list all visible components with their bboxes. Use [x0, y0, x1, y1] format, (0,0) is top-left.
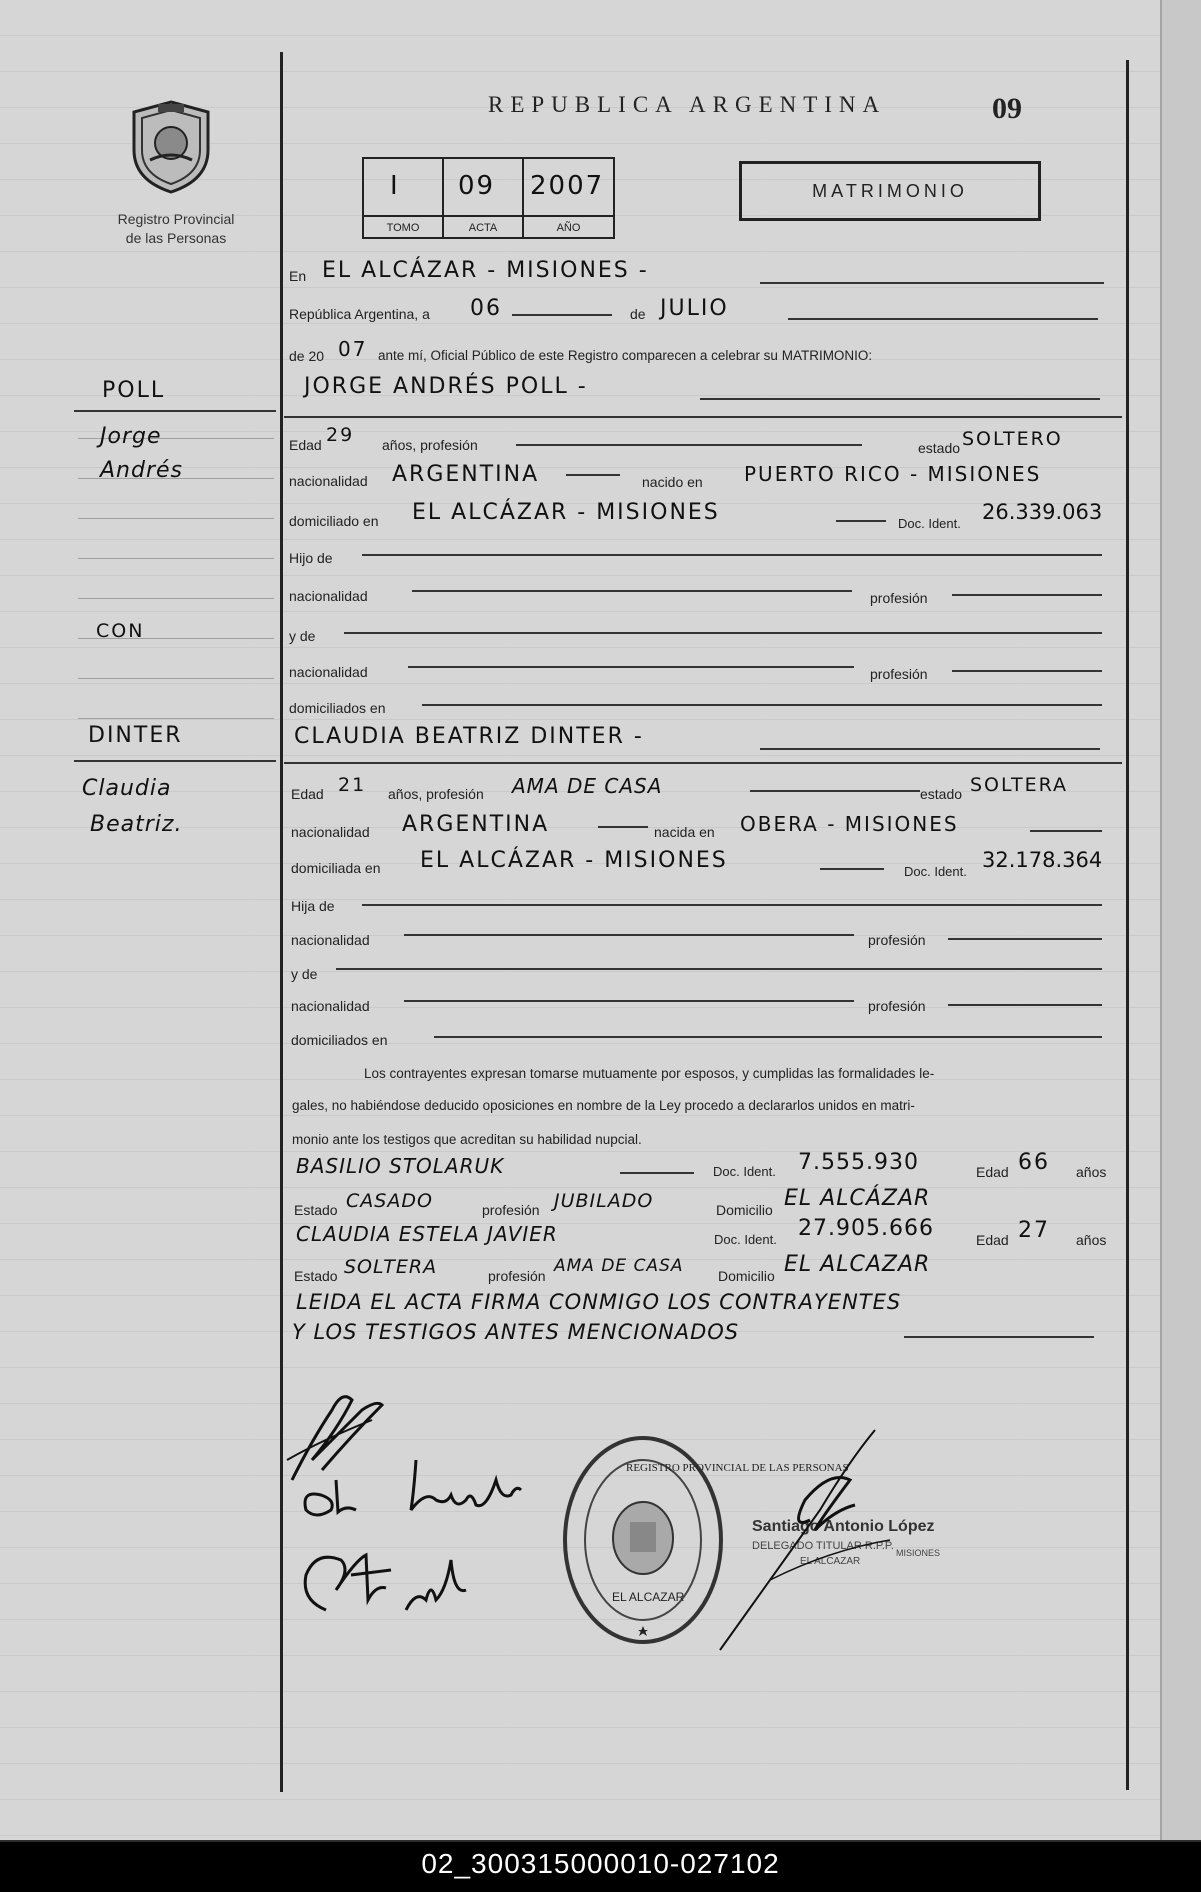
- margin-divider: [74, 410, 276, 412]
- tomo-label: TOMO: [364, 215, 444, 239]
- margin-groom-first2: Andrés: [100, 458, 183, 483]
- signature-witnesses: [296, 1540, 486, 1630]
- fill-line: [1030, 830, 1102, 832]
- groom-nacido-label: nacido en: [642, 474, 703, 490]
- witness1-doc-number: 7.555.930: [798, 1150, 919, 1175]
- margin-rule: [78, 598, 274, 599]
- margin-divider-line: [280, 52, 283, 1792]
- bride-full-name: CLAUDIA BEATRIZ DINTER -: [294, 724, 644, 749]
- witness2-residence: EL ALCAZAR: [784, 1252, 931, 1277]
- witness1-doc-label: Doc. Ident.: [713, 1164, 776, 1179]
- ano-cell: [524, 159, 613, 215]
- groom-doc-label: Doc. Ident.: [898, 516, 961, 531]
- fill-line: [952, 670, 1102, 672]
- fill-line: [362, 904, 1102, 906]
- margin-rule: [78, 678, 274, 679]
- groom-domicilio-label: domiciliado en: [289, 513, 379, 529]
- page-number: 09: [992, 92, 1022, 125]
- year-prefix: de 20: [289, 348, 325, 364]
- seal-place: EL ALCAZAR: [612, 1590, 685, 1604]
- groom-doc-number: 26.339.063: [982, 500, 1103, 524]
- section-divider: [284, 416, 1122, 418]
- fill-line: [404, 934, 854, 936]
- witness1-estado: CASADO: [346, 1190, 433, 1212]
- marriage-year: 07: [338, 337, 368, 361]
- bride-nationality: ARGENTINA: [402, 812, 550, 837]
- bride-nac3-label: nacionalidad: [291, 998, 370, 1014]
- officer-place: EL ALCAZAR: [800, 1556, 861, 1567]
- margin-divider: [74, 760, 276, 762]
- groom-prof2-label: profesión: [870, 666, 928, 682]
- witness2-anos-label: años: [1076, 1232, 1107, 1248]
- bride-prof-label: profesión: [868, 932, 926, 948]
- witness1-residence: EL ALCÁZAR: [784, 1186, 931, 1211]
- groom-estado: SOLTERO: [962, 428, 1063, 450]
- groom-prof-label: profesión: [870, 590, 928, 606]
- bride-hija-label: Hija de: [291, 898, 335, 914]
- bride-profession: AMA DE CASA: [512, 774, 663, 798]
- tomo-value: I: [390, 171, 400, 201]
- bride-domiciliados-label: domiciliados en: [291, 1032, 388, 1048]
- bride-estado-label: estado: [920, 786, 963, 802]
- witness1-profesion-label: profesión: [482, 1202, 540, 1218]
- de-label: de: [630, 306, 646, 322]
- fill-line: [434, 1036, 1102, 1038]
- bride-nacida-label: nacida en: [654, 824, 715, 840]
- signature-officer: [710, 1420, 910, 1660]
- groom-nationality: ARGENTINA: [392, 462, 540, 487]
- margin-rule: [78, 718, 274, 719]
- declaration-line3: monio ante los testigos que acreditan su habilidad nupcial.: [292, 1132, 642, 1147]
- acta-cell: [444, 159, 524, 215]
- fill-line: [836, 520, 886, 522]
- document-type-box: MATRIMONIO: [739, 161, 1041, 221]
- fill-line: [820, 868, 884, 870]
- officer-province: MISIONES: [896, 1548, 941, 1558]
- section-divider: [284, 762, 1122, 764]
- fill-line: [516, 444, 862, 446]
- bride-age: 21: [338, 774, 367, 796]
- fill-line: [412, 590, 852, 592]
- fill-line: [362, 554, 1102, 556]
- fill-line: [422, 704, 1102, 706]
- witness2-name: CLAUDIA ESTELA JAVIER: [296, 1222, 558, 1246]
- declaration-line1: Los contrayentes expresan tomarse mutuamente por esposos, y cumplidas las formalidades le-: [364, 1066, 935, 1081]
- witness1-domicilio-label: Domicilio: [716, 1202, 773, 1218]
- witness2-edad-label: Edad: [976, 1232, 1009, 1248]
- groom-yde-label: y de: [289, 628, 316, 644]
- margin-bride-first2: Beatriz.: [90, 812, 183, 837]
- footer-code: 02_300315000010-027102: [421, 1848, 780, 1879]
- bride-estado: SOLTERA: [970, 774, 1069, 796]
- witness2-age: 27: [1018, 1218, 1050, 1243]
- intro-sentence: ante mí, Oficial Público de este Registro comparecen a celebrar su MATRIMONIO:: [378, 348, 873, 363]
- declaration-line2: gales, no habiéndose deducido oposiciones en nombre de la Ley procedo a declararlos unidos en matri-: [292, 1098, 915, 1113]
- fill-line: [952, 594, 1102, 596]
- bride-yde-label: y de: [291, 966, 318, 982]
- registry-name: [96, 210, 256, 248]
- fill-line: [750, 790, 920, 792]
- groom-nac-label: nacionalidad: [289, 473, 368, 489]
- groom-nac2-label: nacionalidad: [289, 588, 368, 604]
- fill-line: [344, 632, 1102, 634]
- acta-value: 09: [458, 171, 496, 201]
- fill-line: [904, 1336, 1094, 1338]
- witness2-profesion-label: profesión: [488, 1268, 546, 1284]
- fill-line: [404, 1000, 854, 1002]
- bride-doc-label: Doc. Ident.: [904, 864, 967, 879]
- signature-bride: [296, 1450, 556, 1530]
- fill-line: [620, 1172, 694, 1174]
- fill-line: [336, 968, 1102, 970]
- groom-hijo-label: Hijo de: [289, 550, 333, 566]
- page-title: REPUBLICA ARGENTINA: [488, 92, 887, 117]
- registry-emblem-icon: [124, 98, 218, 196]
- witness2-estado-label: Estado: [294, 1268, 338, 1284]
- groom-birthplace: PUERTO RICO - MISIONES: [744, 462, 1042, 486]
- en-label: En: [289, 268, 307, 284]
- margin-con: CON: [96, 620, 145, 642]
- groom-estado-label: estado: [918, 440, 961, 456]
- closing-line1: LEIDA EL ACTA FIRMA CONMIGO LOS CONTRAYENTES: [296, 1290, 902, 1314]
- margin-groom-surname: POLL: [102, 378, 166, 403]
- margin-bride-surname: DINTER: [88, 723, 183, 748]
- groom-domiciliados-label: domiciliados en: [289, 700, 386, 716]
- groom-anos-profesion: años, profesión: [382, 437, 478, 453]
- bride-nac2-label: nacionalidad: [291, 932, 370, 948]
- fill-line: [760, 748, 1100, 750]
- fill-line: [598, 826, 648, 828]
- witness2-domicilio-label: Domicilio: [718, 1268, 775, 1284]
- witness2-doc-label: Doc. Ident.: [714, 1232, 777, 1247]
- witness2-profession: AMA DE CASA: [554, 1256, 684, 1276]
- tomo-cell: [364, 159, 444, 215]
- fill-line: [408, 666, 854, 668]
- groom-age: 29: [326, 424, 355, 446]
- fill-line: [700, 398, 1100, 400]
- groom-nac3-label: nacionalidad: [289, 664, 368, 680]
- witness1-age: 66: [1018, 1150, 1050, 1175]
- bride-domicilio-label: domiciliada en: [291, 860, 381, 876]
- witness1-edad-label: Edad: [976, 1164, 1009, 1180]
- bride-anos-profesion: años, profesión: [388, 786, 484, 802]
- tomo-acta-ano-box: [362, 157, 615, 239]
- groom-full-name: JORGE ANDRÉS POLL -: [304, 374, 588, 399]
- bride-prof2-label: profesión: [868, 998, 926, 1014]
- bride-edad-label: Edad: [291, 786, 324, 802]
- republica-label: República Argentina, a: [289, 306, 430, 322]
- seal-text: REGISTRO PROVINCIAL DE LAS PERSONAS: [626, 1462, 849, 1474]
- fill-line: [948, 1004, 1102, 1006]
- groom-residence: EL ALCÁZAR - MISIONES: [412, 500, 720, 525]
- fill-line: [512, 314, 612, 316]
- marriage-day: 06: [470, 296, 502, 321]
- registry-line1: Registro Provincial: [117, 211, 235, 227]
- witness1-profession: JUBILADO: [554, 1190, 654, 1212]
- bride-nac-label: nacionalidad: [291, 824, 370, 840]
- right-border-line: [1126, 60, 1129, 1790]
- marriage-month: JULIO: [660, 296, 729, 321]
- margin-groom-first1: Jorge: [100, 424, 162, 449]
- marriage-place: EL ALCÁZAR - MISIONES -: [322, 258, 649, 283]
- fill-line: [948, 938, 1102, 940]
- witness2-doc-number: 27.905.666: [798, 1216, 934, 1241]
- bride-birthplace: OBERA - MISIONES: [740, 812, 959, 836]
- bride-residence: EL ALCÁZAR - MISIONES: [420, 848, 728, 873]
- officer-title: DELEGADO TITULAR R.P.P.: [752, 1540, 894, 1552]
- ano-value: 2007: [530, 171, 605, 201]
- groom-edad-label: Edad: [289, 437, 322, 453]
- bride-doc-number: 32.178.364: [982, 848, 1103, 872]
- margin-rule: [78, 558, 274, 559]
- fill-line: [788, 318, 1098, 320]
- fill-line: [566, 474, 620, 476]
- registry-line2: de las Personas: [125, 230, 227, 246]
- witness1-estado-label: Estado: [294, 1202, 338, 1218]
- margin-rule: [78, 518, 274, 519]
- fill-line: [760, 282, 1104, 284]
- witness1-name: BASILIO STOLARUK: [296, 1154, 505, 1178]
- closing-line2: Y LOS TESTIGOS ANTES MENCIONADOS: [292, 1320, 740, 1344]
- acta-label: ACTA: [444, 215, 524, 239]
- ano-label: AÑO: [524, 215, 613, 239]
- officer-name: Santiago Antonio López: [752, 1518, 935, 1535]
- margin-bride-first1: Claudia: [82, 776, 172, 801]
- witness2-estado: SOLTERA: [344, 1256, 438, 1278]
- witness1-anos-label: años: [1076, 1164, 1107, 1180]
- page-edge: [1160, 0, 1201, 1840]
